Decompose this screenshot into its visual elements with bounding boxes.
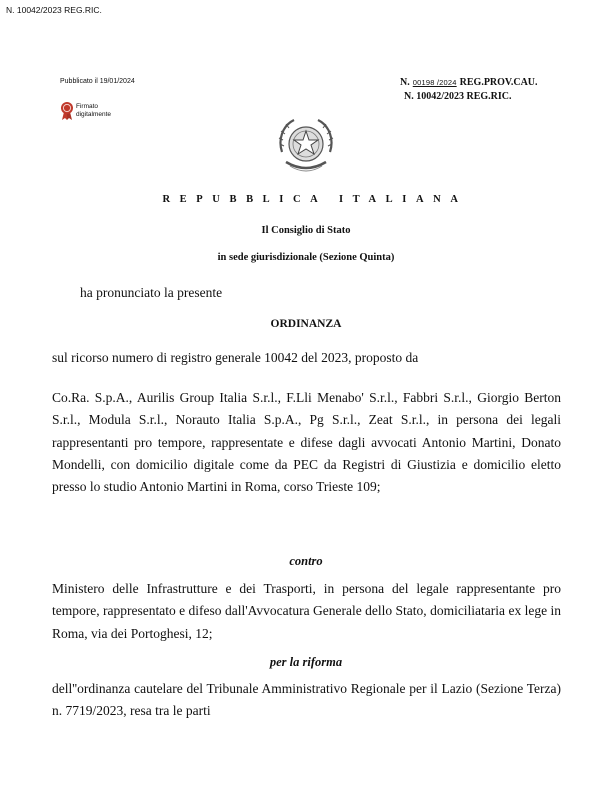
signed-label-line1: Firmato [76,103,99,110]
page-header-reference: N. 10042/2023 REG.RIC. [6,5,102,15]
publication-date: Pubblicato il 19/01/2024 [60,78,135,85]
against-heading: contro [289,554,323,568]
republic-heading: REPUBBLICA ITALIANA [162,194,468,205]
pronounced-line: ha pronunciato la presente [80,285,223,300]
appellants-paragraph: Co.Ra. S.p.A., Aurilis Group Italia S.r.l., F.Lli Menabo' S.r.l., Fabbri S.r.l., Giorgio Berton S.r.l., Modula S.r.l., Norauto Italia S.p.A., Pg S.r.l., Zeat S.r.l., in persona dei legali rappresentanti pro tempore, rappresentate e difese dagli avvocati Antonio Martini, Donato Mondelli, con domicilio digitale come da PEC da Registri di Giustizia e domicilio eletto presso lo studio Antonio Martini in Roma, corso Trieste 109; [52,390,561,495]
document-type-heading: ORDINANZA [270,318,342,330]
council-title: Il Consiglio di Stato [261,225,351,236]
reform-heading: per la riforma [269,655,343,669]
section-title: in sede giurisdizionale (Sezione Quinta) [217,252,395,263]
registry-line-1 [400,76,538,90]
respondent-paragraph: Ministero delle Infrastrutture e dei Trasporti, in persona del legale rappresentante pro tempore, rappresentato e difeso dall'Avvocatura Generale dello Stato, domiciliataria ex lege in Roma, via dei Portoghesi, 12; [52,581,561,641]
signed-label-line2: digitalmente [76,111,112,118]
registry-block [400,76,538,104]
digital-signature-badge [60,101,111,121]
registry-line-2: N. 10042/2023 REG.RIC. [404,91,512,102]
appeal-paragraph: sul ricorso numero di registro generale 10042 del 2023, proposto da [52,350,419,365]
italian-republic-emblem [272,112,340,180]
certificate-seal-icon [60,101,74,121]
reform-object-paragraph: dell''ordinanza cautelare del Tribunale Amministrativo Regionale per il Lazio (Sezione Terza) n. 7719/2023, resa tra le parti [52,681,561,719]
registry-prefix: N. [400,77,410,88]
registry-suffix: REG.PROV.CAU. [459,77,538,88]
registry-number: 00198 /2024 [412,78,457,87]
